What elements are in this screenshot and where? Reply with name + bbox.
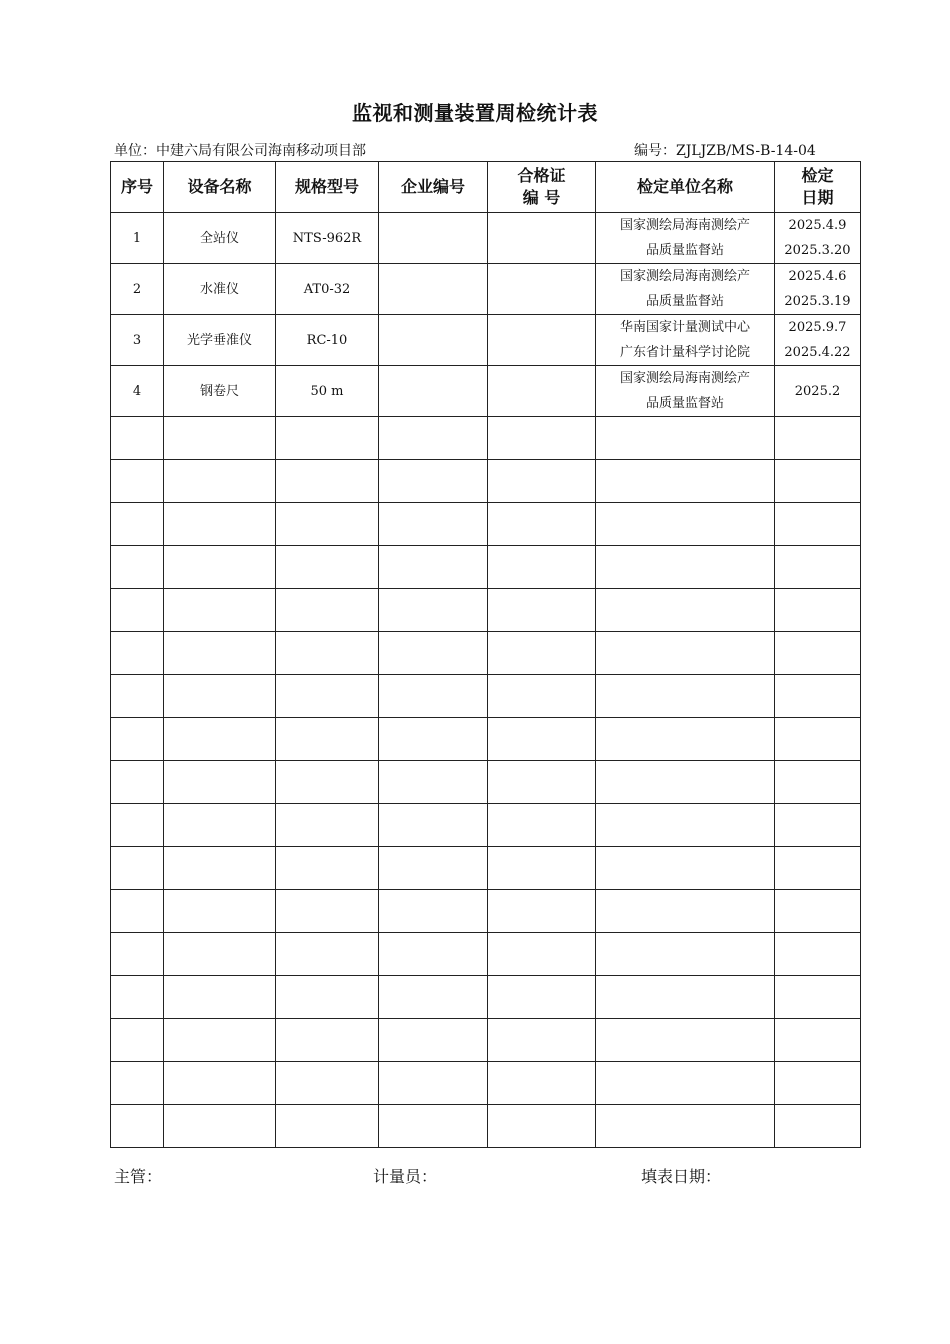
empty-cell bbox=[111, 675, 164, 718]
cell-enterprise-no bbox=[379, 366, 488, 417]
cell-spec-model: AT0-32 bbox=[276, 264, 379, 315]
empty-table-row bbox=[111, 546, 861, 589]
empty-cell bbox=[488, 632, 596, 675]
empty-cell bbox=[379, 847, 488, 890]
empty-cell bbox=[596, 1062, 775, 1105]
cell-line: 华南国家计量测试中心 bbox=[619, 320, 750, 335]
empty-table-row bbox=[111, 1062, 861, 1105]
empty-table-row bbox=[111, 460, 861, 503]
empty-cell bbox=[164, 804, 276, 847]
cell-verify-date bbox=[775, 315, 861, 366]
empty-cell bbox=[596, 675, 775, 718]
cell-line: 品质量监督站 bbox=[645, 243, 724, 258]
empty-cell bbox=[775, 632, 861, 675]
empty-cell bbox=[488, 890, 596, 933]
cell-seq: 3 bbox=[111, 315, 164, 366]
cell-cert-no bbox=[488, 264, 596, 315]
empty-cell bbox=[596, 546, 775, 589]
cell-enterprise-no bbox=[379, 213, 488, 264]
empty-cell bbox=[379, 675, 488, 718]
empty-cell bbox=[111, 417, 164, 460]
empty-cell bbox=[488, 847, 596, 890]
header-line: 合格证 bbox=[517, 166, 566, 185]
empty-cell bbox=[596, 847, 775, 890]
empty-cell bbox=[276, 1062, 379, 1105]
empty-table-row bbox=[111, 632, 861, 675]
empty-cell bbox=[276, 632, 379, 675]
header-device-name bbox=[164, 162, 276, 213]
header-line: 检定单位名称 bbox=[636, 177, 733, 196]
cell-verify-date bbox=[775, 213, 861, 264]
table-row bbox=[111, 366, 861, 417]
empty-cell bbox=[596, 417, 775, 460]
empty-cell bbox=[488, 933, 596, 976]
cell-line: 2025.9.7 bbox=[788, 320, 847, 335]
cell-line: 2025.4.9 bbox=[788, 218, 847, 233]
empty-cell bbox=[111, 589, 164, 632]
empty-cell bbox=[111, 761, 164, 804]
empty-cell bbox=[276, 589, 379, 632]
empty-cell bbox=[276, 675, 379, 718]
table-row bbox=[111, 264, 861, 315]
page-title: 监视和测量装置周检统计表 bbox=[352, 101, 598, 125]
document-code: 编号：ZJLJZB/MS-B-14-04 bbox=[634, 143, 816, 159]
empty-cell bbox=[276, 718, 379, 761]
header-line: 规格型号 bbox=[294, 177, 359, 196]
cell-line: 品质量监督站 bbox=[645, 396, 724, 411]
cell-device-name: 水准仪 bbox=[164, 264, 276, 315]
empty-cell bbox=[379, 546, 488, 589]
empty-cell bbox=[775, 1105, 861, 1148]
empty-cell bbox=[111, 460, 164, 503]
header-line: 日期 bbox=[801, 188, 834, 207]
empty-cell bbox=[596, 589, 775, 632]
header-verify-unit bbox=[596, 162, 775, 213]
fill-date-label: 填表日期： bbox=[641, 1167, 722, 1186]
cell-cert-no bbox=[488, 366, 596, 417]
cell-line: 2025.4.6 bbox=[788, 269, 847, 284]
empty-cell bbox=[164, 546, 276, 589]
empty-cell bbox=[111, 933, 164, 976]
empty-cell bbox=[379, 589, 488, 632]
empty-cell bbox=[276, 503, 379, 546]
empty-cell bbox=[488, 718, 596, 761]
cell-line: 2025.3.20 bbox=[784, 243, 851, 258]
empty-cell bbox=[276, 804, 379, 847]
empty-cell bbox=[379, 933, 488, 976]
empty-cell bbox=[164, 1105, 276, 1148]
empty-cell bbox=[111, 632, 164, 675]
empty-cell bbox=[111, 1062, 164, 1105]
cell-line: 广东省计量科学讨论院 bbox=[619, 345, 750, 360]
header-line: 编 号 bbox=[522, 188, 561, 207]
cell-seq: 1 bbox=[111, 213, 164, 264]
empty-cell bbox=[775, 890, 861, 933]
empty-cell bbox=[111, 1105, 164, 1148]
empty-cell bbox=[276, 417, 379, 460]
table-row bbox=[111, 213, 861, 264]
empty-table-row bbox=[111, 976, 861, 1019]
empty-cell bbox=[488, 503, 596, 546]
empty-table-row bbox=[111, 890, 861, 933]
header-line: 企业编号 bbox=[400, 177, 465, 196]
cell-device-name: 光学垂准仪 bbox=[164, 315, 276, 366]
cell-spec-model: 50 m bbox=[276, 366, 379, 417]
header-line: 序号 bbox=[120, 177, 153, 196]
cell-seq: 4 bbox=[111, 366, 164, 417]
empty-table-row bbox=[111, 761, 861, 804]
empty-cell bbox=[775, 675, 861, 718]
empty-cell bbox=[596, 503, 775, 546]
cell-cert-no bbox=[488, 213, 596, 264]
empty-cell bbox=[111, 847, 164, 890]
empty-cell bbox=[596, 933, 775, 976]
empty-cell bbox=[488, 460, 596, 503]
empty-cell bbox=[164, 761, 276, 804]
empty-cell bbox=[164, 718, 276, 761]
empty-table-row bbox=[111, 503, 861, 546]
cell-enterprise-no bbox=[379, 315, 488, 366]
empty-cell bbox=[379, 718, 488, 761]
empty-cell bbox=[488, 675, 596, 718]
empty-cell bbox=[379, 503, 488, 546]
empty-cell bbox=[488, 417, 596, 460]
cell-spec-model: RC-10 bbox=[276, 315, 379, 366]
supervisor-label: 主管： bbox=[114, 1167, 163, 1186]
cell-device-name: 全站仪 bbox=[164, 213, 276, 264]
metrologist-label: 计量员： bbox=[373, 1167, 438, 1186]
empty-cell bbox=[596, 718, 775, 761]
empty-cell bbox=[111, 718, 164, 761]
empty-cell bbox=[379, 1105, 488, 1148]
empty-cell bbox=[488, 976, 596, 1019]
header-line: 设备名称 bbox=[187, 177, 252, 196]
empty-cell bbox=[111, 546, 164, 589]
empty-cell bbox=[596, 1105, 775, 1148]
cell-seq: 2 bbox=[111, 264, 164, 315]
empty-cell bbox=[164, 632, 276, 675]
empty-cell bbox=[488, 1019, 596, 1062]
empty-cell bbox=[164, 1062, 276, 1105]
cell-verify-unit bbox=[596, 366, 775, 417]
empty-cell bbox=[775, 933, 861, 976]
empty-cell bbox=[775, 589, 861, 632]
empty-table-row bbox=[111, 589, 861, 632]
header-line: 检定 bbox=[801, 166, 834, 185]
empty-cell bbox=[488, 1105, 596, 1148]
header-cert-no bbox=[488, 162, 596, 213]
empty-cell bbox=[379, 890, 488, 933]
empty-cell bbox=[775, 546, 861, 589]
empty-cell bbox=[276, 1019, 379, 1062]
empty-cell bbox=[488, 589, 596, 632]
cell-verify-unit bbox=[596, 315, 775, 366]
empty-cell bbox=[276, 933, 379, 976]
empty-cell bbox=[379, 1062, 488, 1105]
empty-cell bbox=[775, 718, 861, 761]
empty-cell bbox=[111, 1019, 164, 1062]
cell-line: 2025.2 bbox=[794, 383, 841, 399]
empty-cell bbox=[775, 503, 861, 546]
empty-cell bbox=[379, 976, 488, 1019]
empty-cell bbox=[276, 546, 379, 589]
empty-cell bbox=[164, 417, 276, 460]
empty-cell bbox=[596, 761, 775, 804]
empty-cell bbox=[488, 546, 596, 589]
empty-cell bbox=[596, 460, 775, 503]
empty-cell bbox=[488, 761, 596, 804]
cell-verify-date bbox=[775, 366, 861, 417]
empty-cell bbox=[111, 804, 164, 847]
empty-cell bbox=[164, 675, 276, 718]
empty-cell bbox=[164, 890, 276, 933]
empty-cell bbox=[164, 503, 276, 546]
empty-cell bbox=[775, 761, 861, 804]
cell-line: 国家测绘局海南测绘产 bbox=[619, 218, 750, 233]
empty-cell bbox=[379, 460, 488, 503]
empty-table-row bbox=[111, 847, 861, 890]
empty-cell bbox=[164, 460, 276, 503]
table-header-row bbox=[111, 162, 861, 213]
empty-cell bbox=[164, 589, 276, 632]
unit-label: 单位：中建六局有限公司海南移动项目部 bbox=[114, 143, 366, 159]
empty-cell bbox=[276, 976, 379, 1019]
empty-cell bbox=[276, 1105, 379, 1148]
empty-cell bbox=[111, 503, 164, 546]
header-verify-date bbox=[775, 162, 861, 213]
empty-table-row bbox=[111, 417, 861, 460]
empty-table-row bbox=[111, 1105, 861, 1148]
empty-cell bbox=[276, 847, 379, 890]
empty-cell bbox=[596, 804, 775, 847]
empty-cell bbox=[775, 417, 861, 460]
empty-cell bbox=[775, 1019, 861, 1062]
cell-cert-no bbox=[488, 315, 596, 366]
cell-device-name: 钢卷尺 bbox=[164, 366, 276, 417]
cell-line: 品质量监督站 bbox=[645, 294, 724, 309]
empty-table-row bbox=[111, 1019, 861, 1062]
empty-cell bbox=[775, 804, 861, 847]
empty-cell bbox=[379, 632, 488, 675]
empty-cell bbox=[276, 761, 379, 804]
empty-table-row bbox=[111, 718, 861, 761]
header-enterprise-no bbox=[379, 162, 488, 213]
empty-cell bbox=[596, 976, 775, 1019]
empty-cell bbox=[596, 1019, 775, 1062]
empty-table-row bbox=[111, 933, 861, 976]
cell-line: 2025.4.22 bbox=[784, 345, 851, 360]
empty-cell bbox=[164, 847, 276, 890]
empty-cell bbox=[379, 1019, 488, 1062]
empty-cell bbox=[111, 890, 164, 933]
empty-cell bbox=[488, 1062, 596, 1105]
empty-cell bbox=[775, 1062, 861, 1105]
cell-verify-unit bbox=[596, 213, 775, 264]
empty-cell bbox=[164, 933, 276, 976]
empty-cell bbox=[596, 632, 775, 675]
empty-cell bbox=[775, 847, 861, 890]
empty-cell bbox=[111, 976, 164, 1019]
inspection-table bbox=[110, 161, 861, 1148]
cell-verify-date bbox=[775, 264, 861, 315]
empty-cell bbox=[164, 976, 276, 1019]
table-body bbox=[111, 213, 861, 1148]
empty-cell bbox=[276, 460, 379, 503]
table-row bbox=[111, 315, 861, 366]
cell-spec-model: NTS-962R bbox=[276, 213, 379, 264]
empty-cell bbox=[596, 890, 775, 933]
header-seq bbox=[111, 162, 164, 213]
cell-line: 2025.3.19 bbox=[784, 294, 851, 309]
empty-cell bbox=[775, 460, 861, 503]
empty-table-row bbox=[111, 804, 861, 847]
cell-line: 国家测绘局海南测绘产 bbox=[619, 371, 750, 386]
empty-cell bbox=[276, 890, 379, 933]
empty-cell bbox=[379, 761, 488, 804]
empty-table-row bbox=[111, 675, 861, 718]
empty-cell bbox=[488, 804, 596, 847]
header-spec-model bbox=[276, 162, 379, 213]
cell-line: 国家测绘局海南测绘产 bbox=[619, 269, 750, 284]
cell-verify-unit bbox=[596, 264, 775, 315]
empty-cell bbox=[164, 1019, 276, 1062]
empty-cell bbox=[379, 804, 488, 847]
cell-enterprise-no bbox=[379, 264, 488, 315]
empty-cell bbox=[379, 417, 488, 460]
empty-cell bbox=[775, 976, 861, 1019]
